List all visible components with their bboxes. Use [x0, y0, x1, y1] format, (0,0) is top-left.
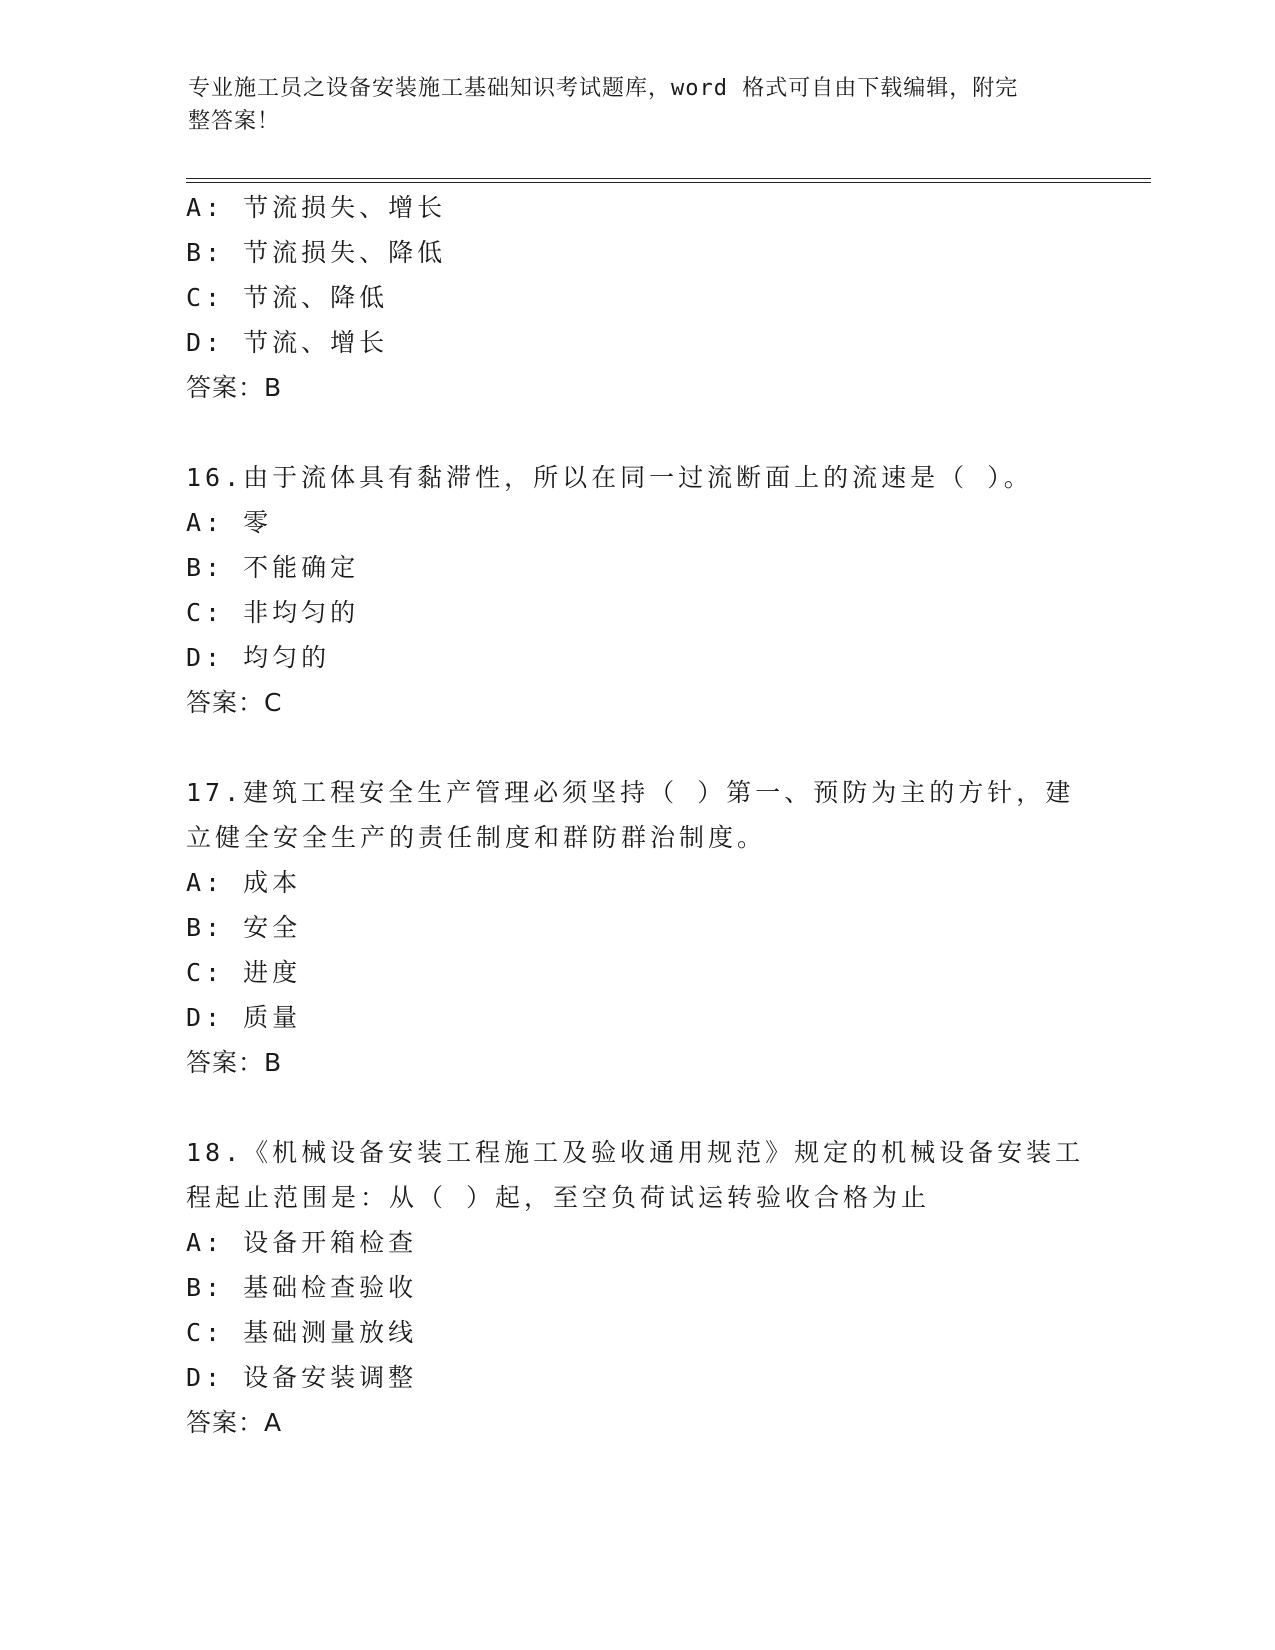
q15-option-a: A: 节流损失、增长 [186, 193, 447, 222]
document-header [188, 72, 1068, 138]
q16-option-d: D: 均匀的 [186, 643, 331, 672]
q18-question-line-1: 18.《机械设备安装工程施工及验收通用规范》规定的机械设备安装工 [186, 1138, 1085, 1167]
q15-option-c: C: 节流、降低 [186, 283, 389, 312]
q18-option-c: C: 基础测量放线 [186, 1318, 418, 1347]
q15-option-d: D: 节流、增长 [186, 328, 389, 357]
q16-option-c: C: 非均匀的 [186, 598, 360, 627]
q18-option-d: D: 设备安装调整 [186, 1363, 418, 1392]
header-line-2: 整答案！ [188, 109, 281, 134]
q17-option-b: B: 安全 [186, 913, 302, 942]
q16-answer: 答案：C [186, 688, 283, 717]
q17-answer: 答案：B [186, 1048, 283, 1077]
header-line-1: 专业施工员之设备安装施工基础知识考试题库，word 格式可自由下载编辑，附完 [188, 76, 1019, 101]
q18-answer: 答案：A [186, 1408, 283, 1437]
q17-option-d: D: 质量 [186, 1003, 302, 1032]
q16-option-b: B: 不能确定 [186, 553, 360, 582]
q18-option-b: B: 基础检查验收 [186, 1273, 418, 1302]
q15-option-b: B: 节流损失、降低 [186, 238, 447, 267]
q18-option-a: A: 设备开箱检查 [186, 1228, 418, 1257]
q16-option-a: A: 零 [186, 508, 273, 537]
q16-question: 16.由于流体具有黏滞性，所以在同一过流断面上的流速是（ ）。 [186, 463, 1033, 492]
header-divider [186, 178, 1151, 183]
q17-question-line-2: 立健全安全生产的责任制度和群防群治制度。 [186, 823, 767, 852]
q17-option-c: C: 进度 [186, 958, 302, 987]
q17-option-a: A: 成本 [186, 868, 302, 897]
q15-answer: 答案：B [186, 373, 283, 402]
q17-question-line-1: 17.建筑工程安全生产管理必须坚持（ ）第一、预防为主的方针，建 [186, 778, 1075, 807]
q18-question-line-2: 程起止范围是：从（ ）起，至空负荷试运转验收合格为止 [186, 1183, 931, 1212]
